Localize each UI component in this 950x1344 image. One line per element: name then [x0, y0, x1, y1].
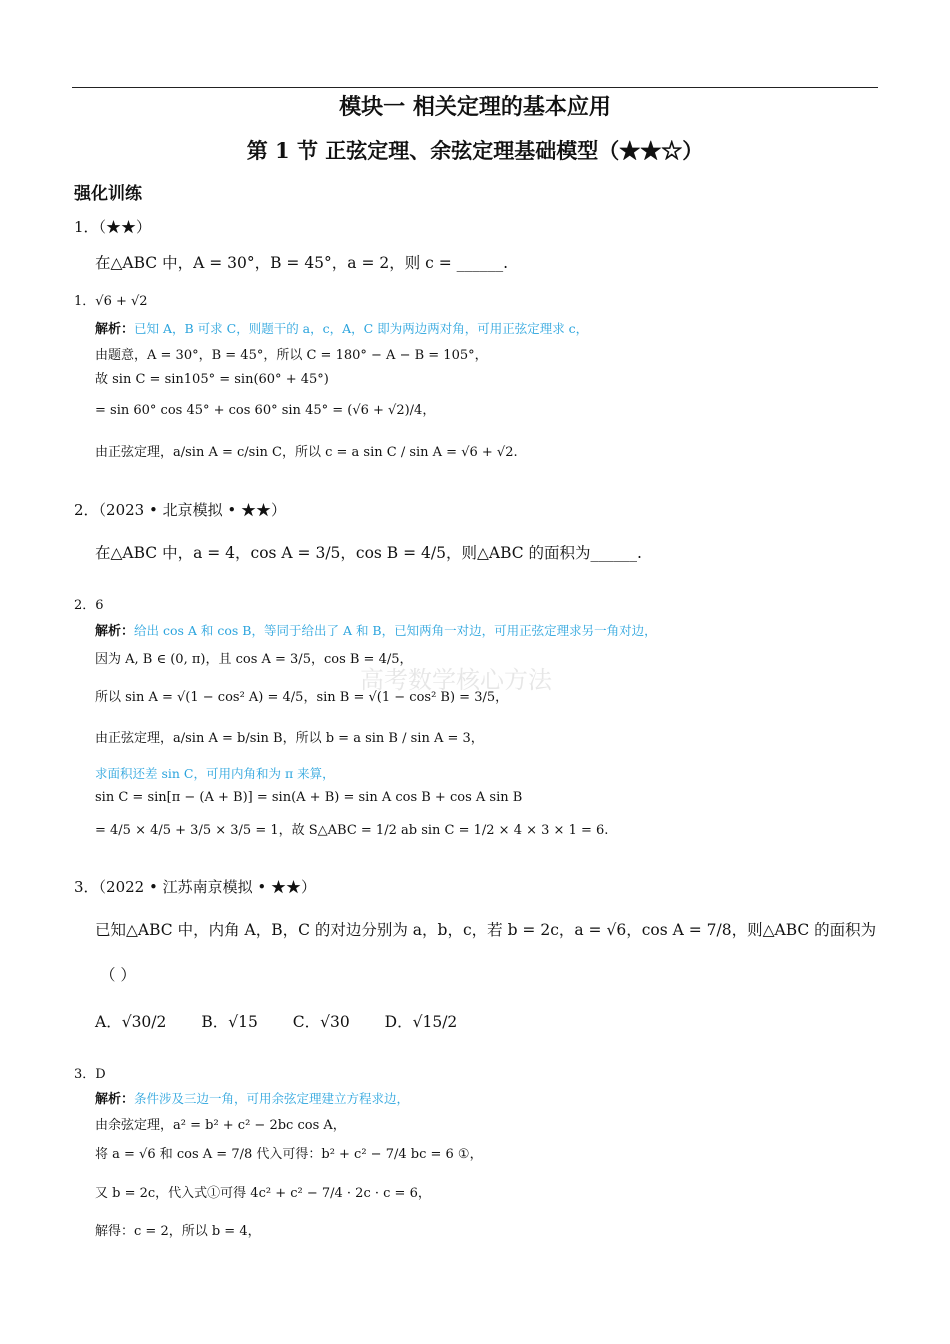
q2-step: = 4/5 × 4/5 + 3/5 × 3/5 = 1，故 S△ABC = 1/2 ab sin C = 1/2 × 4 × 3 × 1 = 6.: [95, 823, 609, 838]
q1-answer: [74, 290, 148, 309]
section-title: 第 1 节 正弦定理、余弦定理基础模型（★★☆）: [246, 138, 704, 163]
answer-value: √6 + √2: [95, 294, 148, 309]
option-d: D．√15/2: [384, 1013, 458, 1031]
q3-step: 将 a = √6 和 cos A = 7/8 代入可得：b² + c² − 7/4 bc = 6 ①，: [95, 1147, 483, 1162]
answer-value: D: [95, 1067, 106, 1082]
subsection-title: 强化训练: [74, 184, 142, 204]
q2-hint-2: 求面积还差 sin C，可用内角和为 π 来算，: [95, 766, 335, 781]
q1-step: 由正弦定理，a/sin A = c/sin C，所以 c = a sin C / sin A = √6 + √2.: [95, 445, 518, 460]
q3-heading: 3．（2022 • 江苏南京模拟 • ★★）: [74, 878, 316, 896]
q3-hint-line: [95, 1088, 409, 1107]
q1-text: 在△ABC 中，A = 30°，B = 45°，a = 2，则 c = ______.: [95, 254, 509, 272]
hint-text: 给出 cos A 和 cos B，等同于给出了 A 和 B，已知两角一对边，可用正弦定理求另一角对边，: [134, 623, 657, 638]
hint-text: 条件涉及三边一角，可用余弦定理建立方程求边，: [134, 1091, 410, 1106]
q2-heading: 2．（2023 • 北京模拟 • ★★）: [74, 501, 286, 519]
analysis-label: 解析：: [95, 624, 135, 639]
q3-step: 又 b = 2c，代入式①可得 4c² + c² − 7/4 · 2c · c = 6，: [95, 1186, 431, 1201]
q2-text: 在△ABC 中，a = 4，cos A = 3/5，cos B = 4/5，则△ABC 的面积为______.: [95, 544, 642, 562]
q1-hint-line: [95, 318, 588, 337]
q2-step: 所以 sin A = √(1 − cos² A) = 4/5，sin B = √(1 − cos² B) = 3/5，: [95, 690, 509, 705]
q3-answer: [74, 1063, 106, 1082]
q1-step: 故 sin C = sin105° = sin(60° + 45°): [95, 372, 329, 387]
q2-answer: [74, 594, 104, 613]
q1-step: = sin 60° cos 45° + cos 60° sin 45° = (√6 + √2)/4，: [95, 403, 436, 418]
answer-value: 6: [95, 598, 104, 613]
q2-hint-line: [95, 620, 657, 639]
q3-bracket: （ ）: [100, 966, 136, 984]
header-rule: [72, 87, 878, 88]
analysis-label: 解析：: [95, 322, 135, 337]
option-a: A．√30/2: [95, 1013, 167, 1031]
q2-step: 由正弦定理，a/sin A = b/sin B，所以 b = a sin B / sin A = 3，: [95, 731, 484, 746]
q3-text: 已知△ABC 中，内角 A，B，C 的对边分别为 a，b，c，若 b = 2c，a = √6，cos A = 7/8，则△ABC 的面积为: [95, 921, 877, 939]
answer-number: 3．: [74, 1067, 96, 1082]
module-title: 模块一 相关定理的基本应用: [339, 94, 611, 120]
option-b: B．√15: [201, 1013, 258, 1031]
hint-text: 已知 A，B 可求 C，则题干的 a，c，A，C 即为两边两对角，可用正弦定理求 c，: [134, 321, 589, 336]
q3-step: 由余弦定理，a² = b² + c² − 2bc cos A，: [95, 1118, 346, 1133]
watermark: 高考数学核心方法: [360, 666, 552, 694]
q3-step: 解得：c = 2，所以 b = 4，: [95, 1224, 261, 1239]
answer-number: 1．: [74, 294, 96, 309]
q2-step: 因为 A, B ∈ (0, π)，且 cos A = 3/5，cos B = 4/5，: [95, 652, 413, 667]
q1-step: 由题意，A = 30°，B = 45°，所以 C = 180° − A − B = 105°，: [95, 348, 488, 363]
answer-number: 2．: [74, 598, 96, 613]
q2-step: sin C = sin[π − (A + B)] = sin(A + B) = sin A cos B + cos A sin B: [95, 790, 523, 805]
q1-heading: 1．（★★）: [74, 218, 152, 236]
option-c: C．√30: [292, 1013, 350, 1031]
q3-options: [95, 1010, 457, 1032]
analysis-label: 解析：: [95, 1092, 135, 1107]
